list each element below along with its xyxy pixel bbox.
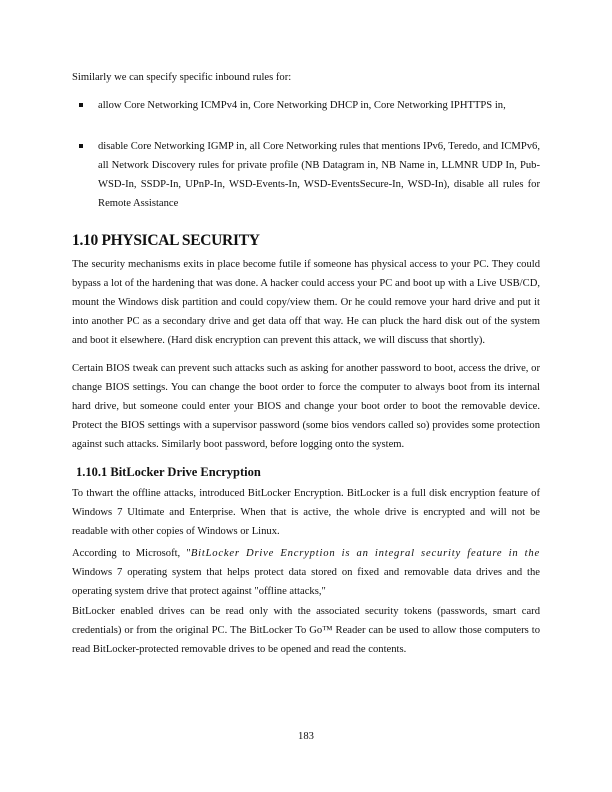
- bullet-list-1: [72, 96, 540, 115]
- bullet-text: allow Core Networking ICMPv4 in, Core Networking DHCP in, Core Networking IPHTTPS in,: [98, 100, 506, 111]
- quote-paragraph: [72, 544, 540, 601]
- paragraph: To thwart the offline attacks, introduced BitLocker Encryption. BitLocker is a full disk encryption feature of Windows 7 Ultimate and Enterprise. When that is active, the whole drive is encrypted and will not be readable with other copies of Windows or Linux.: [72, 488, 540, 537]
- bullet-item: [72, 137, 540, 213]
- square-bullet-icon: [79, 103, 83, 107]
- paragraph: BitLocker enabled drives can be read only with the associated security tokens (passwords, smart card credentials) or from the original PC. The BitLocker To Go™ Reader can be used to allow those computers to read BitLocker-protected removable drives to be opened and read the contents.: [72, 606, 540, 655]
- quote-rest: Windows 7 operating system that helps protect data stored on fixed and removable data drives and the operating system drive that protect against "offline attacks,": [72, 567, 540, 597]
- bullet-item: [72, 96, 540, 115]
- page-number: 183: [298, 731, 314, 742]
- square-bullet-icon: [79, 144, 83, 148]
- intro-text: Similarly we can specify specific inbound rules for:: [72, 72, 292, 83]
- subsection-heading: 1.10.1 BitLocker Drive Encryption: [76, 465, 261, 479]
- document-page: [72, 0, 540, 792]
- section-heading: 1.10 PHYSICAL SECURITY: [72, 232, 260, 249]
- quote-text: "BitLocker Drive Encryption is an integral security feature in the: [185, 548, 541, 559]
- quote-lead: According to Microsoft,: [72, 548, 186, 559]
- paragraph: Certain BIOS tweak can prevent such attacks such as asking for another password to boot, access the drive, or change BIOS settings. You can change the boot order to force the computer to always boot from its internal hard drive, but someone could enter your BIOS and change your boot order to boot the removable device. Protect the BIOS settings with a supervisor password (some bios vendors called so) provides some protection against such attacks. Similarly boot password, before logging onto the system.: [72, 363, 540, 450]
- paragraph: The security mechanisms exits in place become futile if someone has physical access to your PC. They could bypass a lot of the hardening that was done. A hacker could access your PC and boot up with a Live USB/CD, mount the Windows disk partition and could copy/view them. Or he could remove your hard drive and put it into another PC as a secondary drive and get data off that way. He can pluck the hard disk out of the system and boot it elsewhere. (Hard disk encryption can prevent this attack, we will discuss that shortly).: [72, 259, 540, 346]
- bullet-text: disable Core Networking IGMP in, all Core Networking rules that mentions IPv6, Teredo, and ICMPv6, all Network Discovery rules for private profile (NB Datagram in, NB Name in, LLMNR UDP In, Pub-WSD-In, SSDP-In, UPnP-In, WSD-Events-In, WSD-EventsSecure-In, WSD-In), disable all rules for Remote Assistance: [98, 141, 540, 209]
- bullet-list-2: [72, 137, 540, 213]
